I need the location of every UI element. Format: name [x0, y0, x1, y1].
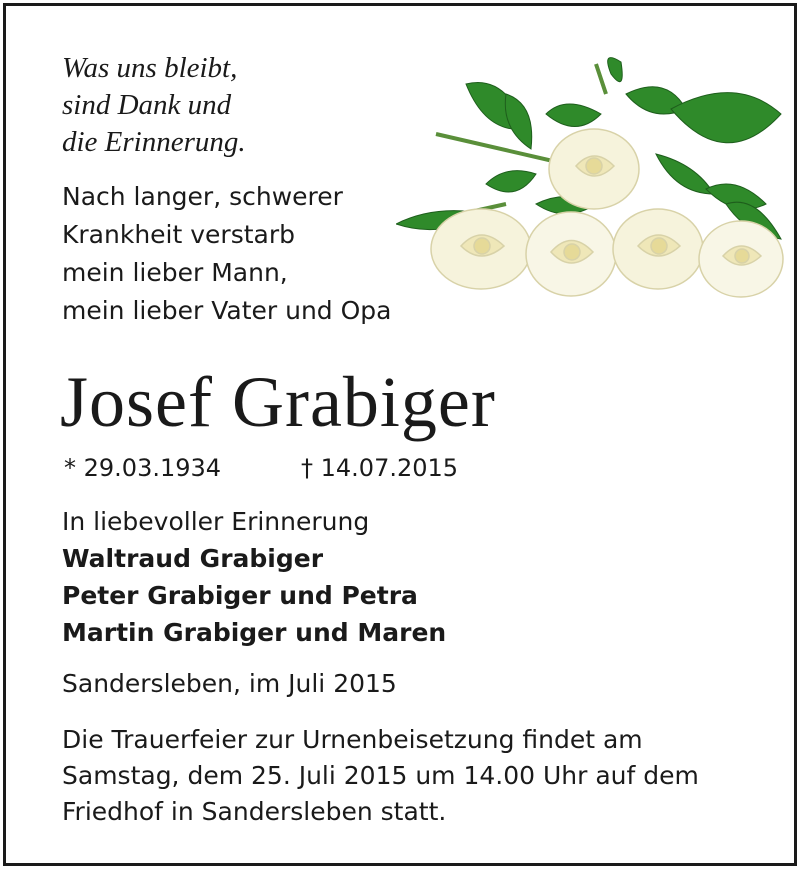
deceased-name: Josef Grabiger — [60, 362, 496, 442]
obituary-card — [3, 3, 797, 866]
intro-line: mein lieber Mann, — [62, 258, 288, 287]
mourner-name: Peter Grabiger und Petra — [62, 581, 418, 610]
quote-line: die Erinnerung. — [62, 126, 246, 158]
service-line: Samstag, dem 25. Juli 2015 um 14.00 Uhr auf dem — [62, 761, 699, 790]
funeral-service-info — [62, 722, 699, 830]
birth-date: * 29.03.1934 — [64, 454, 222, 482]
memorial-quote — [62, 50, 246, 161]
intro-line: Nach langer, schwerer — [62, 182, 343, 211]
white-roses-image — [396, 54, 796, 314]
death-date: † 14.07.2015 — [301, 454, 459, 482]
intro-line: mein lieber Vater und Opa — [62, 296, 392, 325]
service-line: Friedhof in Sandersleben statt. — [62, 797, 447, 826]
mourner-name: Martin Grabiger und Maren — [62, 618, 447, 647]
quote-line: sind Dank und — [62, 89, 232, 121]
quote-line: Was uns bleibt, — [62, 52, 238, 84]
intro-text — [62, 178, 391, 330]
mourner-name: Waltraud Grabiger — [62, 544, 324, 573]
mourners-heading: In liebevoller Erinnerung — [62, 507, 370, 536]
mourners-block — [62, 503, 446, 651]
place-date: Sandersleben, im Juli 2015 — [62, 669, 397, 698]
service-line: Die Trauerfeier zur Urnenbeisetzung findet am — [62, 725, 643, 754]
intro-line: Krankheit verstarb — [62, 220, 295, 249]
